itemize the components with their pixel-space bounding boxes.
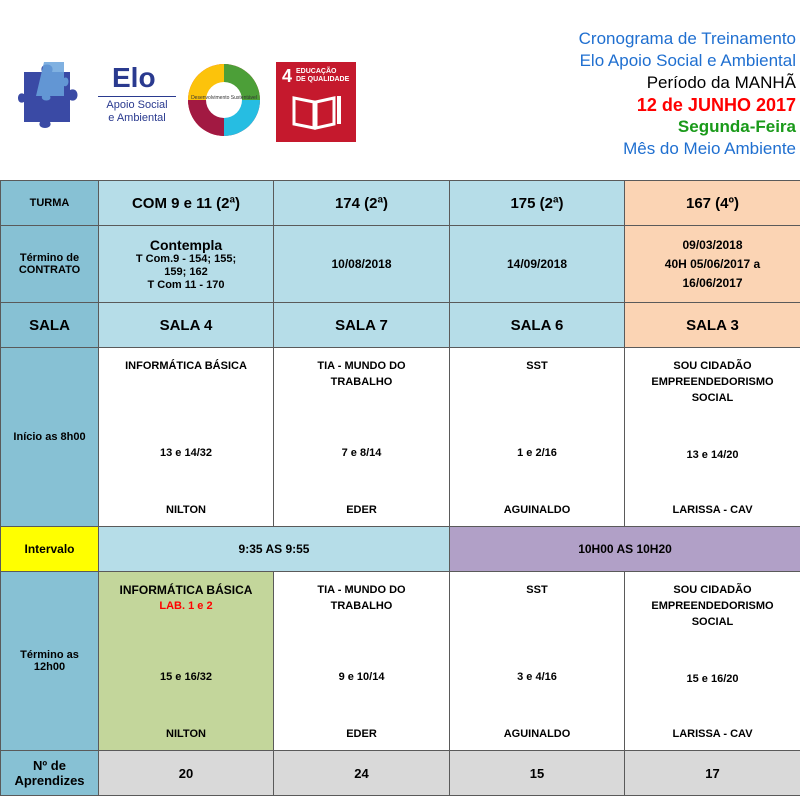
contrato-col1-title: Contempla xyxy=(149,236,223,253)
label-sala: SALA xyxy=(1,303,99,348)
contrato-col2: 10/08/2018 xyxy=(274,226,450,303)
elo-logo-name: Elo xyxy=(112,62,156,93)
inicio-col2 xyxy=(274,348,450,527)
elo-logo-subtitle xyxy=(98,96,176,125)
sala-col4: SALA 3 xyxy=(625,303,800,348)
row-termino xyxy=(1,572,800,751)
label-intervalo: Intervalo xyxy=(1,527,99,572)
book-pencil-icon xyxy=(290,92,342,132)
contrato-col1-line2: 159; 162 xyxy=(164,265,208,278)
label-termino-contrato-line1: Término de xyxy=(19,252,80,264)
label-termino xyxy=(1,572,99,751)
ods4-number: 4 xyxy=(282,66,293,86)
row-intervalo xyxy=(1,527,800,572)
label-termino-line1: Término as xyxy=(20,649,79,661)
sala-col1: SALA 4 xyxy=(99,303,274,348)
inicio-col1-teacher: NILTON xyxy=(166,504,206,516)
contrato-col3: 14/09/2018 xyxy=(450,226,625,303)
termino-col4-subject: SOU CIDADÃO EMPREENDEDORISMO SOCIAL xyxy=(651,584,774,628)
title-cronograma: Cronograma de Treinamento xyxy=(578,29,796,48)
aprendizes-col4: 17 xyxy=(625,751,800,796)
aprendizes-col1: 20 xyxy=(99,751,274,796)
termino-col4-class: 15 e 16/20 xyxy=(686,673,739,685)
termino-col2-teacher: EDER xyxy=(346,728,377,740)
ods4-title-line2: DE QUALIDADE xyxy=(296,76,350,83)
ods-circle-text: Desenvolvimento Sustentável xyxy=(191,95,257,101)
termino-col2-class: 9 e 10/14 xyxy=(338,671,385,683)
row-termino-contrato xyxy=(1,226,800,303)
termino-col2 xyxy=(274,572,450,751)
turma-col3: 175 (2ª) xyxy=(450,181,625,226)
label-termino-contrato xyxy=(1,226,99,303)
ods4-title-line1: EDUCAÇÃO xyxy=(296,68,337,75)
contrato-col1-line1: T Com.9 - 154; 155; xyxy=(135,252,237,265)
inicio-col4 xyxy=(625,348,800,527)
aprendizes-col3: 15 xyxy=(450,751,625,796)
inicio-col4-class: 13 e 14/20 xyxy=(686,449,739,461)
turma-col1: COM 9 e 11 (2ª) xyxy=(99,181,274,226)
aprendizes-col2: 24 xyxy=(274,751,450,796)
contrato-col4 xyxy=(625,226,800,303)
elo-subtitle-line2: e Ambiental xyxy=(108,112,166,124)
elo-subtitle-line1: Apoio Social xyxy=(106,99,168,111)
ods4-title xyxy=(296,68,349,84)
contrato-col1-line3: T Com 11 - 170 xyxy=(147,278,225,291)
sala-col3: SALA 6 xyxy=(450,303,625,348)
header xyxy=(0,0,800,180)
label-inicio: Início as 8h00 xyxy=(1,348,99,527)
termino-col4-teacher: LARISSA - CAV xyxy=(672,728,753,740)
termino-col1 xyxy=(99,572,274,751)
sala-col2: SALA 7 xyxy=(274,303,450,348)
ods4-education-badge xyxy=(276,62,356,142)
inicio-col3-subject: SST xyxy=(526,360,548,372)
termino-col3-class: 3 e 4/16 xyxy=(517,671,557,683)
label-aprendizes-line2: Aprendizes xyxy=(14,773,85,788)
termino-col1-teacher: NILTON xyxy=(166,728,206,740)
termino-col2-subject: TIA - MUNDO DO TRABALHO xyxy=(317,584,406,612)
termino-col1-lab: LAB. 1 e 2 xyxy=(159,600,213,612)
row-inicio xyxy=(1,348,800,527)
contrato-col4-line2: 40H 05/06/2017 a xyxy=(664,256,761,271)
intervalo-time1: 9:35 AS 9:55 xyxy=(99,527,450,572)
label-turma: TURMA xyxy=(1,181,99,226)
label-aprendizes xyxy=(1,751,99,796)
turma-col2: 174 (2ª) xyxy=(274,181,450,226)
contrato-col4-line1: 09/03/2018 xyxy=(682,237,743,252)
contrato-col4-line3: 16/06/2017 xyxy=(682,275,743,290)
termino-col4 xyxy=(625,572,800,751)
termino-col1-subject: INFORMÁTICA BÁSICA xyxy=(119,583,253,597)
inicio-col1-subject: INFORMÁTICA BÁSICA xyxy=(125,360,247,372)
intervalo-time2: 10H00 AS 10H20 xyxy=(450,527,800,572)
inicio-col3-teacher: AGUINALDO xyxy=(503,504,571,516)
title-weekday: Segunda-Feira xyxy=(677,117,796,136)
title-organization: Elo Apoio Social e Ambiental xyxy=(579,51,796,70)
inicio-col4-subject: SOU CIDADÃO EMPREENDEDORISMO SOCIAL xyxy=(651,360,774,404)
row-turma xyxy=(1,181,800,226)
schedule-table xyxy=(0,180,800,796)
termino-col3 xyxy=(450,572,625,751)
inicio-col3-class: 1 e 2/16 xyxy=(517,447,557,459)
inicio-col1 xyxy=(99,348,274,527)
inicio-col2-subject: TIA - MUNDO DO TRABALHO xyxy=(317,360,406,388)
title-period: Período da MANHÃ xyxy=(646,73,796,92)
elo-logo-text xyxy=(98,62,176,125)
turma-col4: 167 (4º) xyxy=(625,181,800,226)
label-aprendizes-line1: Nº de xyxy=(33,758,66,773)
termino-col1-class: 15 e 16/32 xyxy=(160,671,212,683)
termino-col3-teacher: AGUINALDO xyxy=(503,728,571,740)
puzzle-logo-icon xyxy=(10,58,100,138)
label-termino-line2: 12h00 xyxy=(33,661,66,673)
label-termino-contrato-line2: CONTRATO xyxy=(18,264,81,276)
inicio-col2-class: 7 e 8/14 xyxy=(341,447,382,459)
inicio-col1-class: 13 e 14/32 xyxy=(160,447,212,459)
inicio-col3 xyxy=(450,348,625,527)
contrato-col1 xyxy=(99,226,274,303)
title-block xyxy=(579,28,796,160)
termino-col3-subject: SST xyxy=(526,584,548,596)
sustainable-development-wheel-icon xyxy=(186,62,262,138)
row-aprendizes xyxy=(1,751,800,796)
inicio-col4-teacher: LARISSA - CAV xyxy=(672,504,753,516)
title-date: 12 de JUNHO 2017 xyxy=(636,95,796,115)
row-sala xyxy=(1,303,800,348)
title-month-theme: Mês do Meio Ambiente xyxy=(623,139,796,158)
inicio-col2-teacher: EDER xyxy=(346,504,377,516)
